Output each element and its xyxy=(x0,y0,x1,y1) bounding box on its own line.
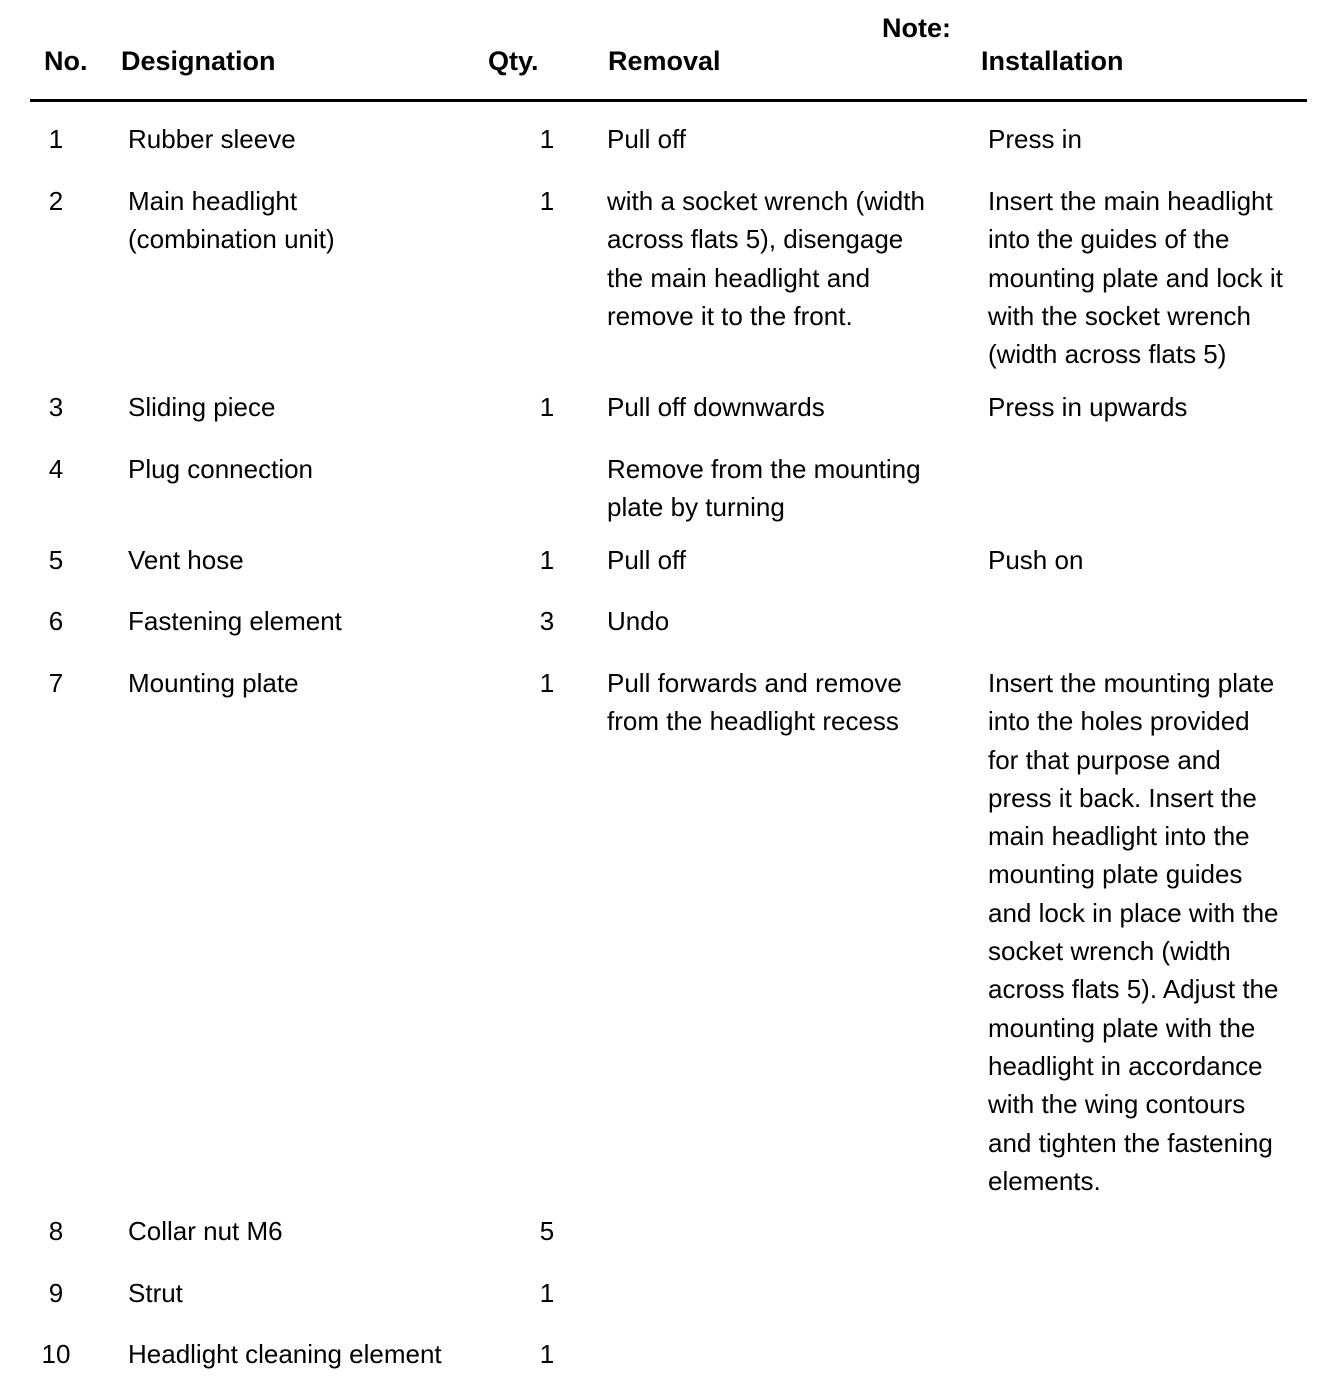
row-number: 8 xyxy=(48,1216,64,1246)
row-designation: Mounting plate xyxy=(128,668,299,698)
row-designation: Collar nut M6 xyxy=(128,1216,283,1246)
row-removal: Undo xyxy=(607,606,670,636)
row-number: 1 xyxy=(48,124,64,154)
row-removal: Pull off xyxy=(607,545,687,575)
row-number: 7 xyxy=(48,668,64,698)
row-quantity: 1 xyxy=(539,186,555,216)
row-number: 10 xyxy=(41,1339,71,1369)
row-designation: Strut xyxy=(128,1278,183,1308)
column-header-no: No. xyxy=(44,46,88,76)
row-number: 4 xyxy=(48,454,64,484)
row-removal: Pull off xyxy=(607,124,687,154)
row-number: 9 xyxy=(48,1278,64,1308)
row-number: 3 xyxy=(48,392,64,422)
row-number: 6 xyxy=(48,606,64,636)
row-designation: Fastening element xyxy=(128,606,342,636)
row-number: 2 xyxy=(48,186,64,216)
column-header-removal: Removal xyxy=(608,46,721,76)
row-designation: Plug connection xyxy=(128,454,314,484)
row-quantity: 1 xyxy=(539,545,555,575)
column-header-designation: Designation xyxy=(121,46,276,76)
row-designation: Vent hose xyxy=(128,545,244,575)
row-quantity: 1 xyxy=(539,668,555,698)
column-header-installation: Installation xyxy=(981,46,1124,76)
row-quantity: 1 xyxy=(539,124,555,154)
note-label: Note: xyxy=(882,13,951,43)
row-removal: with a socket wrench (width across flats 5), disengage the main headlight and remove it to the front. xyxy=(607,186,925,331)
row-installation: Push on xyxy=(988,545,1084,575)
row-installation: Insert the main headlight into the guides of the mounting plate and lock it with the socket wrench (width across flats 5) xyxy=(988,186,1283,370)
row-designation: Main headlight (combination unit) xyxy=(128,186,335,255)
row-quantity: 1 xyxy=(539,1278,555,1308)
row-designation: Sliding piece xyxy=(128,392,276,422)
row-quantity: 5 xyxy=(539,1216,555,1246)
row-number: 5 xyxy=(48,545,64,575)
row-quantity: 1 xyxy=(539,392,555,422)
row-designation: Headlight cleaning element xyxy=(128,1339,442,1369)
row-designation: Rubber sleeve xyxy=(128,124,296,154)
row-installation: Insert the mounting plate into the holes provided for that purpose and press it back. Insert the main headlight into the mounting plate guides and lock in place with the socket wrench (width across flats 5). Adjust the mounting plate with the headlight in accordance with the wing contours and tighten the fastening elements. xyxy=(988,668,1279,1196)
row-removal: Remove from the mounting plate by turning xyxy=(607,454,921,523)
row-installation: Press in xyxy=(988,124,1082,154)
row-removal: Pull forwards and remove from the headlight recess xyxy=(607,668,902,737)
row-installation: Press in upwards xyxy=(988,392,1188,422)
header-divider xyxy=(30,99,1307,102)
row-quantity: 3 xyxy=(539,606,555,636)
row-removal: Pull off downwards xyxy=(607,392,825,422)
row-quantity: 1 xyxy=(539,1339,555,1369)
column-header-qty: Qty. xyxy=(488,46,539,76)
